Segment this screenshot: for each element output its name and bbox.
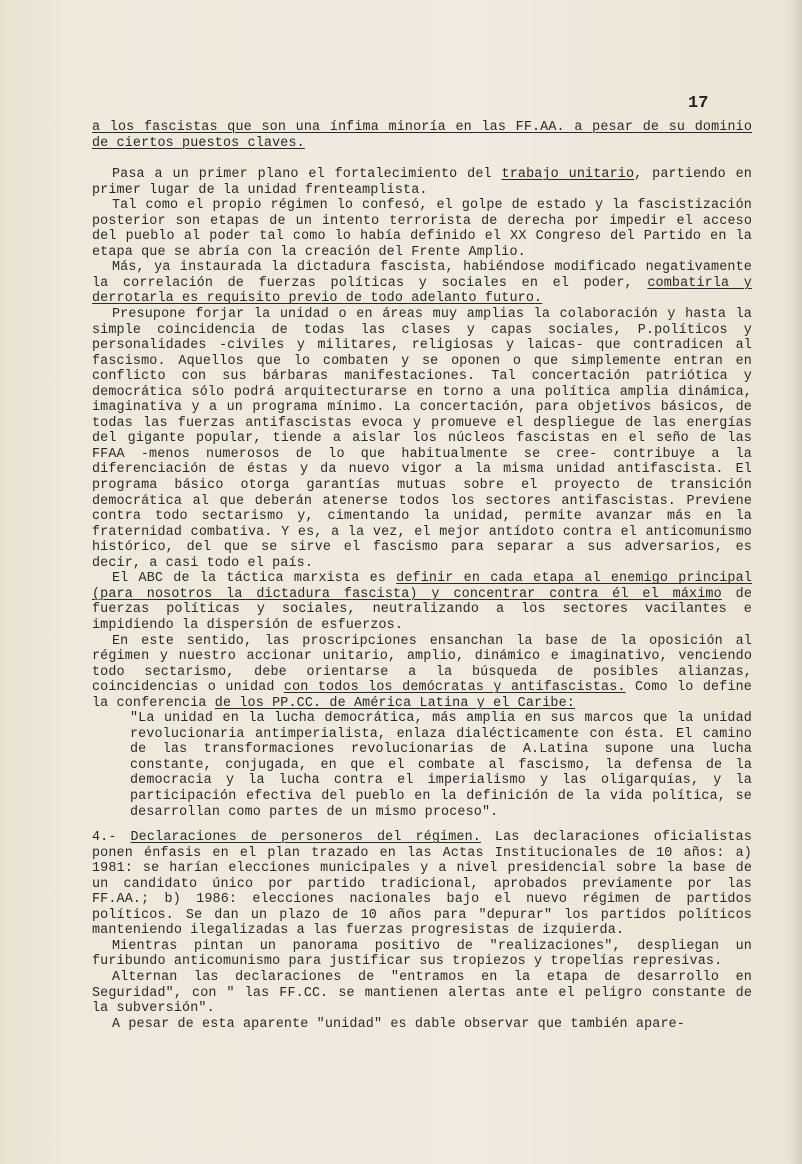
underlined-text: combatirla y derrotarla es requisito previo de todo adelanto futuro. [92,275,752,307]
text-span: Pasa a un primer plano el fortalecimiento del [112,167,502,183]
text-span: , partiendo en primer lugar de la unidad frenteamplista. [92,167,752,198]
text-span: El ABC de la táctica marxista es [112,571,397,587]
paragraph-proscriptions [92,634,752,712]
paragraph-unitary-work [92,167,752,198]
section-4-heading-paragraph [92,830,752,939]
underlined-text: definir en cada etapa al enemigo principal (para nosotros la dictadura fascista) y concentrar contra él el máximo [92,571,752,602]
text-span: Las declaraciones oficialistas ponen énfasis en el plan trazado en las Actas Institucionales de 10 años: a) 1981: se harían elecciones municipales y a nivel presidencial sobre la base de un candidato único por partido tradicional, aprobados previamente por las FF.AA.; b) 1986: elecciones nacionales bajo el nuevo régimen de partidos políticos. Se dan un plazo de 10 años para "depurar" los partidos políticos manteniendo ilegalizadas a las fuerzas progresistas de izquierda. [92,830,752,939]
underlined-text: con todos los demócratas y antifascistas. [283,680,626,696]
underlined-text: de los PP.CC. de América Latina y el Caribe: [214,695,575,711]
text-span: Como lo define la conferencia [92,680,752,711]
body-text [92,120,752,1032]
text-span: Más, ya instaurada la dictadura fascista, habiéndose modificado negativamente la correlación de fuerzas políticas y sociales en el poder, [92,260,752,291]
paragraph-declarations: Alternan las declaraciones de "entramos en la etapa de desarrollo en Seguridad", con " las FF.CC. se mantienen alertas ante el peligro constante de la subversión". [92,969,752,1017]
paragraph-coup: Tal como el propio régimen lo confesó, el golpe de estado y la fascistización posterior son etapas de un intento terrorista de derecha por impedir el acceso del pueblo al poder tal como lo había definido el XX Congreso del Partido en la etapa que se abría con la creación del Frente Amplio. [92,198,752,260]
underlined-text: trabajo unitario [501,167,635,183]
paragraph-unity: Presupone forjar la unidad o en áreas muy amplias la colaboración y hasta la simple coincidencia de todas las clases y capas sociales, P.políticos y personalidades -civiles y militares, religiosas y laicas- que contradicen al fascismo. Aquellos que lo combaten y se oponen o que simplemente entran en conflicto con sus bárbaras manifestaciones. Tal concertación patriótica y democrática sólo podrá arquitecturarse en torno a una política amplia dinámica, imaginativa y a un programa mínimo. La concertación, para objetivos básicos, de todas las fuerzas antifascistas evoca y promueve el despliegue de las energías del gigante popular, tiende a aislar los núcleos fascistas en el seño de las FFAA -menos numerosos de lo que habitualmente se cree- contribuye a la diferenciación de éstas y da nuevo vigor a la misma unidad antifascista. El programa básico otorga garantías mutuas sobre el proyecto de transición democrática al que deberán atenerse todos los sectores antifascistas. Previene contra todo sectarismo y, cimentando la unidad, permite avanzar más en la fraternidad combativa. Y es, a la vez, el mejor antídoto contra el anticomunismo histórico, del que se sirve el fascismo para separar a sus adversarios, es decir, a casi todo el país. [92,307,752,571]
page-edge-shadow [788,0,802,1164]
block-quote: "La unidad en la lucha democrática, más amplia en sus marcos que la unidad revolucionaria antimperialista, enlaza dialécticamente con ésta. El camino de las transformaciones revolucionarias de A.Latina supone una lucha constante, conjugada, en que el combate al fascismo, la defensa de la democracia y la lucha contra el imperialismo y las oligarquías, y la participación efectiva del pueblo en la definición de la vida política, se desarrollan como partes de un mismo proceso". [130,711,752,820]
paragraph-continuation: a los fascistas que son una ínfima minoría en las FF.AA. a pesar de su dominio de ciertos puestos claves. [92,120,752,151]
text-span: de fuerzas políticas y sociales, neutralizando a los sectores vacilantes e impidiendo la dispersión de esfuerzos. [92,586,752,633]
section-number: 4.- [92,830,131,846]
paragraph-panorama: Mientras pintan un panorama positivo de "realizaciones", despliegan un furibundo anticomunismo para justificar sus tropiezos y tropelías represivas. [92,938,752,970]
paragraph-marxist-tactic [92,571,752,633]
section-title: Declaraciones de personeros del régimen. [130,830,481,846]
page-number: 17 [688,94,709,113]
paragraph-apparent-unity: A pesar de esta aparente "unidad" es dable observar que también apare- [112,1016,685,1032]
paragraph-dictatorship [92,260,752,307]
text-span: En este sentido, las proscripciones ensanchan la base de la oposición al régimen y nuestro accionar unitario, amplio, dinámico e imaginativo, venciendo todo sectarismo, debe orientarse a la búsqueda de posibles alianzas, coincidencias o unidad [92,633,752,696]
